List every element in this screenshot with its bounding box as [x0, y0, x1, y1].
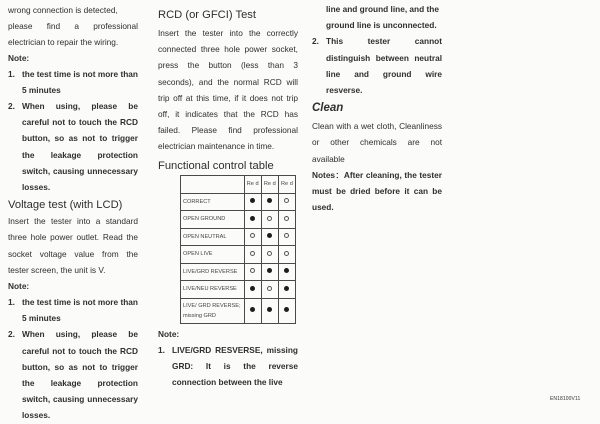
table-indicator-cell: [278, 211, 295, 229]
table-indicator-cell: [261, 281, 278, 299]
indicator-off-icon: [284, 198, 289, 203]
indicator-off-icon: [284, 216, 289, 221]
table-row: [181, 211, 296, 229]
note-list: [312, 33, 442, 98]
list-text: This tester cannot distinguish between neutral line and ground wire resverse.: [326, 36, 442, 96]
note-list: [158, 342, 298, 391]
indicator-lit-icon: [284, 307, 289, 312]
table-indicator-cell: [261, 246, 278, 264]
table-corner-cell: [181, 175, 245, 193]
table-indicator-cell: [278, 246, 295, 264]
list-number: 2.: [8, 101, 15, 112]
table-row-label: CORRECT: [181, 193, 245, 211]
table-header-row: [181, 175, 296, 193]
indicator-lit-icon: [250, 307, 255, 312]
indicator-lit-icon: [284, 268, 289, 273]
indicator-off-icon: [250, 251, 255, 256]
indicator-lit-icon: [267, 268, 272, 273]
clean-heading: Clean: [312, 102, 344, 115]
list-text: LIVE/GRD RESVERSE, missing GRD: It is the reverse connection between the live: [172, 344, 298, 388]
table-row: [181, 281, 296, 299]
list-text: the test time is not more than 5 minutes: [22, 297, 138, 324]
functional-control-table: [180, 175, 296, 324]
indicator-off-icon: [284, 233, 289, 238]
list-text: the test time is not more than 5 minutes: [22, 68, 138, 95]
list-item: [312, 33, 442, 98]
table-indicator-cell: [244, 281, 261, 299]
table-row-label: LIVE/GRD REVERSE: [181, 263, 245, 281]
list-number: 1.: [158, 344, 165, 355]
indicator-off-icon: [267, 251, 272, 256]
list-number: 1.: [8, 68, 15, 79]
table-row-label: OPEN GROUND: [181, 211, 245, 229]
clean-body: Clean with a wet cloth, Cleanliness or other chemicals are not available: [312, 121, 442, 164]
table-indicator-cell: [244, 246, 261, 264]
note-label: Note:: [8, 281, 30, 292]
note-label: Note:: [158, 328, 180, 339]
indicator-off-icon: [250, 268, 255, 273]
table-row: [181, 263, 296, 281]
table-indicator-cell: [261, 211, 278, 229]
list-number: 2.: [8, 329, 15, 340]
voltage-body: Insert the tester into a standard three hole power outlet. Read the socket voltage value from the tester screen, the unit is V.: [8, 216, 138, 275]
list-item: [8, 326, 138, 423]
indicator-lit-icon: [267, 307, 272, 312]
indicator-off-icon: [250, 233, 255, 238]
indicator-off-icon: [267, 216, 272, 221]
indicator-off-icon: [267, 286, 272, 291]
note-list: [8, 294, 138, 424]
list-text: When using, please be careful not to touch the RCD button, so as not to trigger the leakage protection switch, causing unnecessary losses.: [22, 101, 138, 193]
table-indicator-cell: [278, 193, 295, 211]
table-header-cell: Re d: [278, 175, 295, 193]
indicator-lit-icon: [267, 198, 272, 203]
table-row: [181, 193, 296, 211]
column-left: [8, 0, 138, 424]
column-middle: [158, 0, 298, 390]
list-item: [8, 66, 138, 98]
table-indicator-cell: [278, 263, 295, 281]
list-number: 2.: [312, 36, 319, 47]
table-indicator-cell: [278, 228, 295, 246]
indicator-off-icon: [284, 251, 289, 256]
continued-line: ground line is unconnected.: [326, 20, 437, 31]
intro-line: electrician to repair the wiring.: [8, 37, 119, 48]
table-indicator-cell: [244, 228, 261, 246]
intro-line: wrong connection is detected,: [8, 5, 118, 15]
table-row: [181, 298, 296, 323]
indicator-lit-icon: [250, 286, 255, 291]
rcd-body: Insert the tester into the correctly connected three hole power socket, press the button (less than 3 seconds), and the normal RCD will trip off at this time, if it does not trip off, it indicates that the RCD has failed. Please find professional electrician maintenance in time.: [158, 28, 298, 152]
indicator-lit-icon: [250, 198, 255, 203]
voltage-heading: Voltage test (with LCD): [8, 199, 123, 212]
table-title: Functional control table: [158, 159, 274, 172]
table-indicator-cell: [244, 211, 261, 229]
rcd-heading: RCD (or GFCI) Test: [158, 9, 256, 21]
table-indicator-cell: [261, 298, 278, 323]
table-header-cell: Re d: [261, 175, 278, 193]
table-row: [181, 228, 296, 246]
table-indicator-cell: [244, 298, 261, 323]
list-item: [158, 342, 298, 391]
table-header-cell: Re d: [244, 175, 261, 193]
table-row-label: OPEN LIVE: [181, 246, 245, 264]
note-list: [8, 66, 138, 196]
table-row-label: LIVE/NEU REVERSE: [181, 281, 245, 299]
note-label: Note:: [8, 52, 30, 63]
table-indicator-cell: [261, 193, 278, 211]
table-indicator-cell: [244, 263, 261, 281]
indicator-lit-icon: [267, 233, 272, 238]
indicator-lit-icon: [284, 286, 289, 291]
table-indicator-cell: [278, 298, 295, 323]
column-right: [312, 0, 442, 215]
intro-line: please find a professional: [8, 21, 138, 32]
table-row: [181, 246, 296, 264]
version-code: EN18100V11: [550, 396, 581, 402]
list-item: [8, 294, 138, 326]
list-text: When using, please be careful not to touch the RCD button, so as not to trigger the leakage protection switch, causing unnecessary losses.: [22, 329, 138, 421]
list-item: [8, 98, 138, 195]
continued-line: line and ground line, and the: [326, 4, 439, 14]
table-row-label: LIVE/ GRD REVERSE; missing GRD: [181, 298, 245, 323]
table-indicator-cell: [261, 263, 278, 281]
list-number: 1.: [8, 297, 15, 308]
table-row-label: OPEN NEUTRAL: [181, 228, 245, 246]
indicator-lit-icon: [250, 216, 255, 221]
table-indicator-cell: [261, 228, 278, 246]
table-indicator-cell: [278, 281, 295, 299]
table-indicator-cell: [244, 193, 261, 211]
clean-notes: Notes：After cleaning, the tester must be dried before it can be used.: [312, 169, 442, 213]
